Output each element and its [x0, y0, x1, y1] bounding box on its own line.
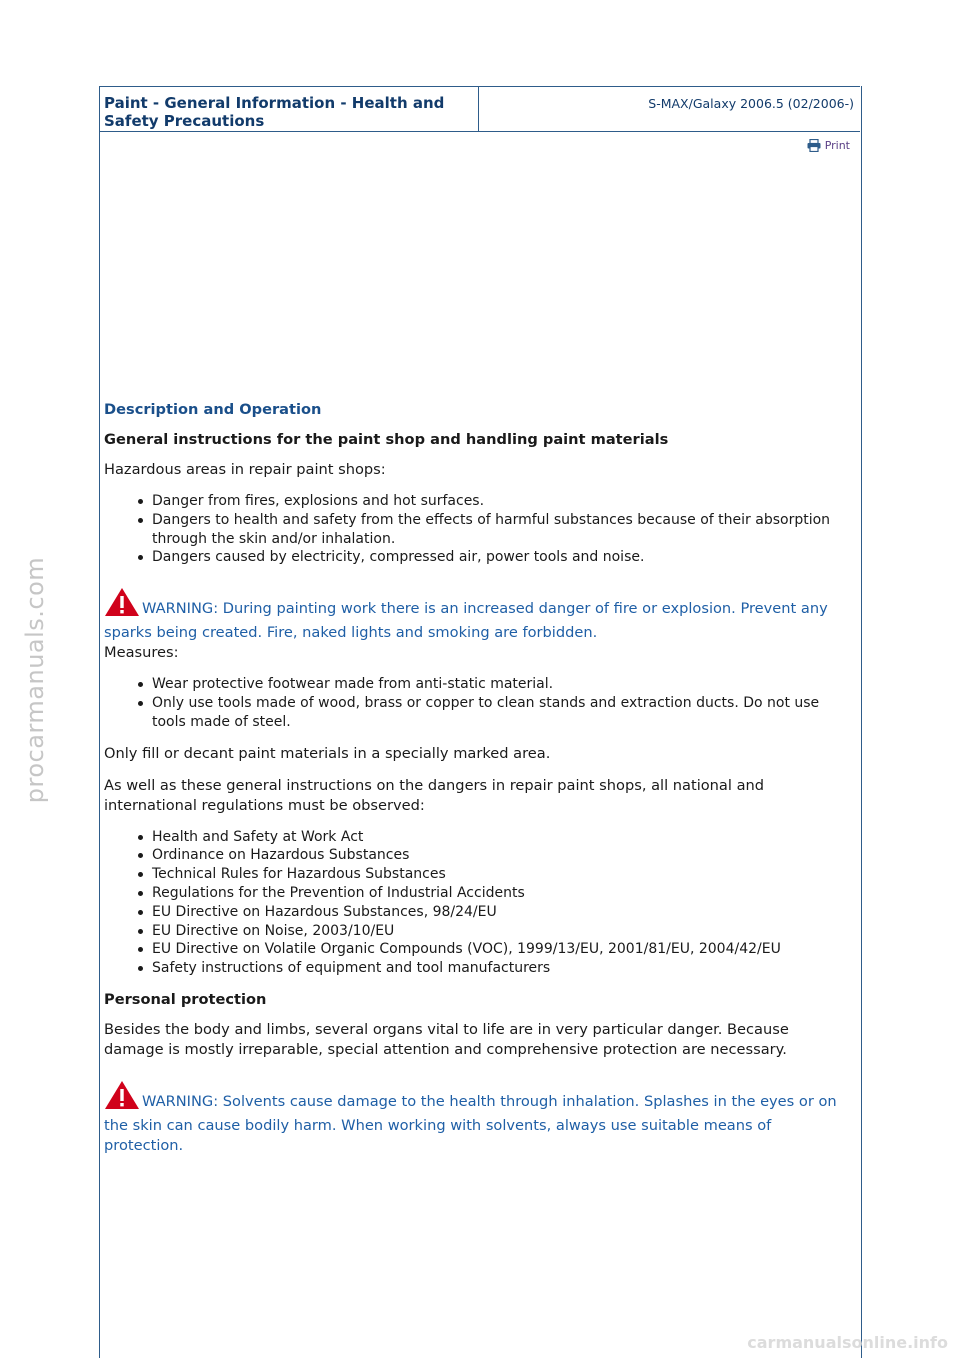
list-item: Ordinance on Hazardous Substances: [152, 846, 849, 865]
section-title: Description and Operation: [104, 401, 322, 418]
list-item: EU Directive on Hazardous Substances, 98/24/EU: [152, 903, 849, 922]
warning-fire: [104, 587, 849, 643]
list-item: Safety instructions of equipment and tool manufacturers: [152, 959, 849, 978]
list-item: Health and Safety at Work Act: [152, 828, 849, 847]
personal-protection-text: Besides the body and limbs, several organs vital to life are in very particular danger. Because damage is mostly irreparable, special attention and comprehensive protection are necessary.: [104, 1020, 789, 1058]
regulations-intro: As well as these general instructions on the dangers in repair paint shops, all national and international regulations must be observed:: [104, 776, 765, 814]
warning-solvents: [104, 1080, 849, 1156]
side-watermark: procarmanuals.com: [21, 556, 50, 804]
warning-triangle-icon: [104, 587, 140, 623]
personal-protection-heading: Personal protection: [104, 990, 267, 1008]
list-item: Only use tools made of wood, brass or copper to clean stands and extraction ducts. Do not use tools made of steel.: [152, 694, 849, 732]
list-item: Technical Rules for Hazardous Substances: [152, 865, 849, 884]
page-title: Paint - General Information - Health and Safety Precautions: [99, 87, 479, 131]
document-header: [99, 86, 860, 132]
bottom-watermark: carmanualsonline.info: [747, 1333, 948, 1352]
hazard-intro: Hazardous areas in repair paint shops:: [104, 461, 386, 478]
warning-text: WARNING: Solvents cause damage to the health through inhalation. Splashes in the eyes or on the skin can cause bodily harm. When working with solvents, always use suitable means of protection.: [104, 1092, 837, 1154]
print-button[interactable]: [807, 139, 850, 152]
vehicle-model: S-MAX/Galaxy 2006.5 (02/2006-): [648, 96, 854, 111]
warning-text: WARNING: During painting work there is an increased danger of fire or explosion. Prevent any sparks being created. Fire, naked lights and smoking are forbidden.: [104, 600, 828, 642]
measures-label: Measures:: [104, 644, 179, 662]
document-body: [104, 400, 849, 1156]
list-item: Dangers caused by electricity, compressed air, power tools and noise.: [152, 548, 849, 567]
list-item: Regulations for the Prevention of Industrial Accidents: [152, 884, 849, 903]
print-label: Print: [824, 139, 850, 152]
regulations-list: [104, 828, 849, 978]
list-item: Wear protective footwear made from anti-static material.: [152, 675, 849, 694]
main-heading: General instructions for the paint shop and handling paint materials: [104, 431, 669, 448]
list-item: Dangers to health and safety from the effects of harmful substances because of their absorption through the skin and/or inhalation.: [152, 511, 849, 549]
printer-icon: [807, 139, 821, 152]
warning-triangle-icon: [104, 1080, 140, 1116]
list-item: EU Directive on Volatile Organic Compounds (VOC), 1999/13/EU, 2001/81/EU, 2004/42/EU: [152, 940, 849, 959]
decant-text: Only fill or decant paint materials in a specially marked area.: [104, 744, 551, 762]
measures-list: [104, 675, 849, 731]
list-item: Danger from fires, explosions and hot surfaces.: [152, 492, 849, 511]
hazard-list: [104, 492, 849, 567]
list-item: EU Directive on Noise, 2003/10/EU: [152, 922, 849, 941]
